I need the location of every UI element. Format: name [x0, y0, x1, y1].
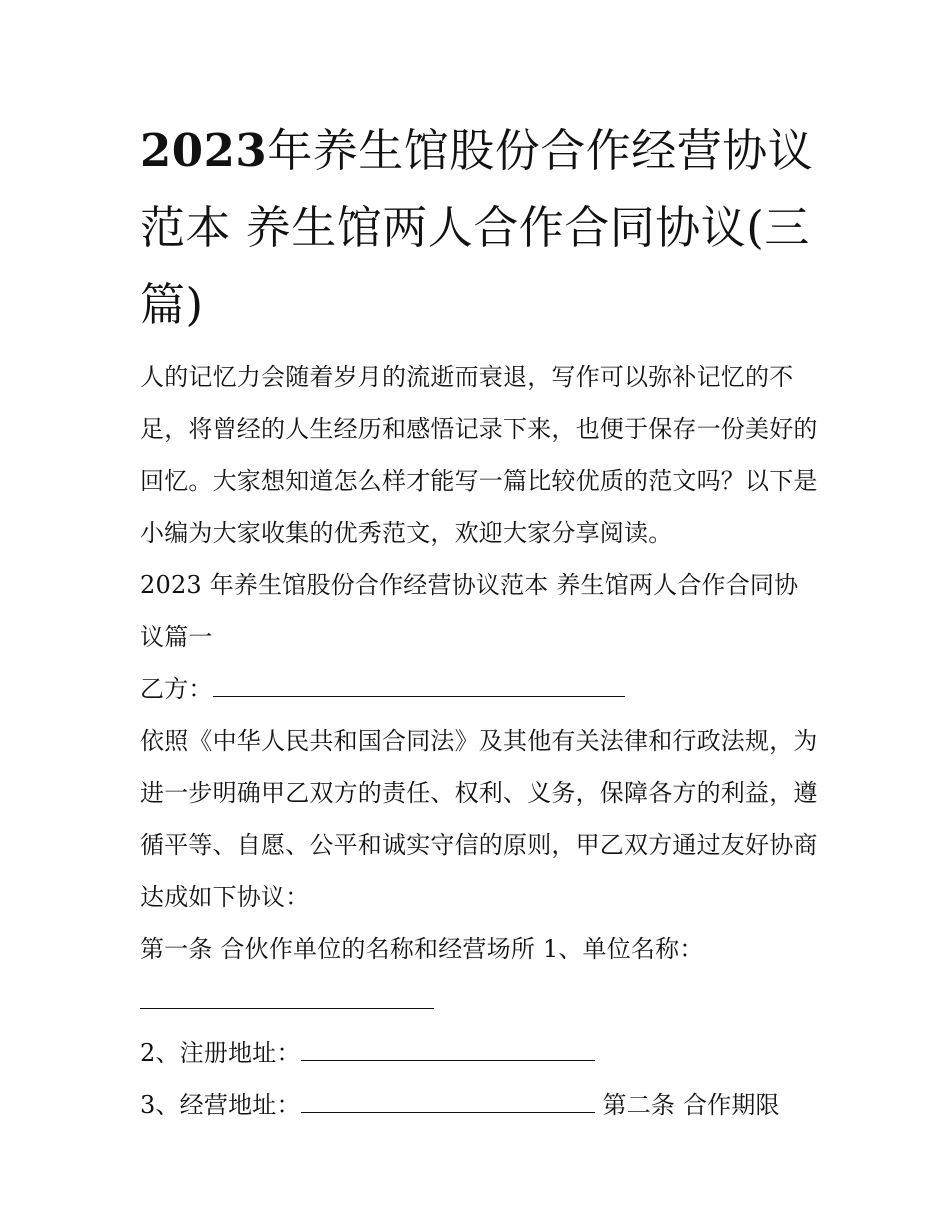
document-title — [140, 112, 820, 343]
biz-address-label: 3、经营地址： — [140, 1091, 301, 1119]
article-1-text: 第一条 合伙作单位的名称和经营场所 1、单位名称： — [140, 935, 704, 963]
reg-address-blank[interactable] — [301, 1038, 595, 1061]
title-text: 年养生馆股份合作经营协议范本 养生馆两人合作合同协议(三篇) — [140, 124, 814, 331]
intro-paragraph: 人的记忆力会随着岁月的流逝而衰退，写作可以弥补记忆的不足，将曾经的人生经历和感悟记录下来，也便于保存一份美好的回忆。大家想知道怎么样才能写一篇比较优质的范文吗？以下是小编为大家收集的优秀范文，欢迎大家分享阅读。 — [140, 363, 818, 547]
party-b-line — [140, 663, 820, 715]
article-2-text: 第二条 合作期限 — [602, 1091, 780, 1119]
reg-address-line — [140, 1027, 820, 1079]
preamble-paragraph: 依照《中华人民共和国合同法》及其他有关法律和行政法规，为进一步明确甲乙双方的责任、权利、义务，保障各方的利益，遵循平等、自愿、公平和诚实守信的原则，甲乙双方通过友好协商达成如下协议： — [140, 727, 818, 911]
biz-address-line — [140, 1079, 820, 1131]
section-heading: 2023 年养生馆股份合作经营协议范本 养生馆两人合作合同协议篇一 — [140, 571, 799, 651]
biz-address-blank[interactable] — [301, 1090, 595, 1113]
document-page — [140, 112, 820, 1131]
article-1-line — [140, 923, 820, 1027]
title-year: 2023 — [140, 124, 268, 177]
reg-address-label: 2、注册地址： — [140, 1039, 301, 1067]
party-b-label: 乙方： — [140, 675, 213, 703]
unit-name-blank[interactable] — [140, 986, 434, 1009]
party-b-blank[interactable] — [213, 674, 625, 697]
